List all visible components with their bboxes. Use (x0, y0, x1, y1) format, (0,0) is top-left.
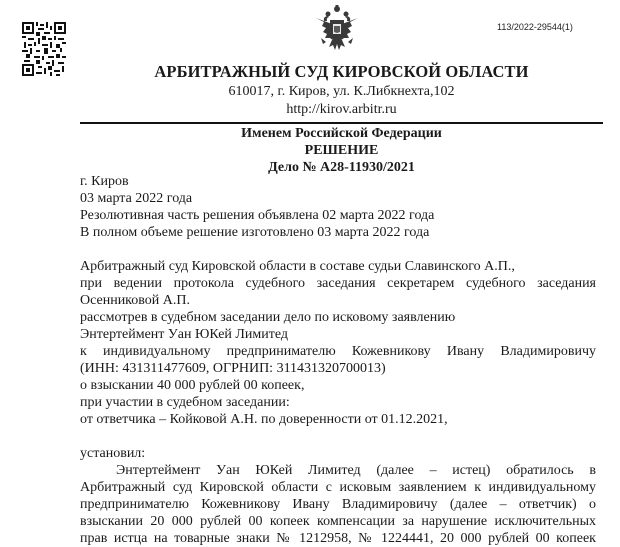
paragraph-line: предпринимателю Кожевникову Ивану Владимировичу (далее – ответчик) о (80, 497, 596, 512)
paragraph-line: взыскании 20 000 рублей 00 копеек компенсации за нарушение исключительных (80, 514, 596, 529)
established-label: установил: (80, 446, 146, 461)
qr-code-icon (22, 22, 66, 76)
participants-label: при участии в судебном заседании: (80, 395, 290, 410)
considered-line: рассмотрев в судебном заседании дело по исковому заявлению (80, 310, 456, 325)
plaintiff-name: Энтертеймент Уан ЮКей Лимитед (80, 327, 289, 342)
decision-date: 03 марта 2022 года (80, 191, 193, 206)
court-website: http://kirov.arbitr.ru (286, 102, 397, 117)
court-composition: Арбитражный суд Кировской области в составе судьи Славинского А.П., (80, 259, 515, 274)
coat-of-arms-icon (313, 4, 361, 54)
defendant-representative: от ответчика – Койковой А.Н. по доверенности от 01.12.2021, (80, 412, 448, 427)
protocol-line: при ведении протокола судебного заседания секретарем судебного заседания (80, 276, 596, 291)
paragraph-line: Арбитражный суд Кировской области с исковым заявлением к индивидуальному (80, 480, 596, 495)
decision-heading: РЕШЕНИЕ (304, 143, 379, 158)
secretary-name: Осенниковой А.П. (80, 293, 191, 308)
document-number: 113/2022-29544(1) (497, 22, 573, 32)
court-name: АРБИТРАЖНЫЙ СУД КИРОВСКОЙ ОБЛАСТИ (154, 62, 529, 81)
full-text-date: В полном объеме решение изготовлено 03 марта 2022 года (80, 225, 430, 240)
defendant-ids: (ИНН: 431311477609, ОГРНИП: 311431320700013) (80, 361, 386, 376)
city: г. Киров (80, 174, 129, 189)
case-number: Дело № А28-11930/2021 (268, 160, 415, 175)
defendant-line: к индивидуальному предпринимателю Кожевникову Ивану Владимировичу (80, 344, 596, 359)
operative-part-date: Резолютивная часть решения объявлена 02 марта 2022 года (80, 208, 435, 223)
paragraph-line: Энтертеймент Уан ЮКей Лимитед (далее – истец) обратилось в (116, 463, 596, 478)
paragraph-line: прав истца на товарные знаки № 1212958, № 1224441, 20 000 рублей 00 копеек (80, 531, 596, 546)
header-divider (80, 122, 603, 124)
court-address: 610017, г. Киров, ул. К.Либкнехта,102 (228, 84, 455, 99)
claim-amount: о взыскании 40 000 рублей 00 копеек, (80, 378, 305, 393)
in-the-name-heading: Именем Российской Федерации (241, 126, 442, 141)
